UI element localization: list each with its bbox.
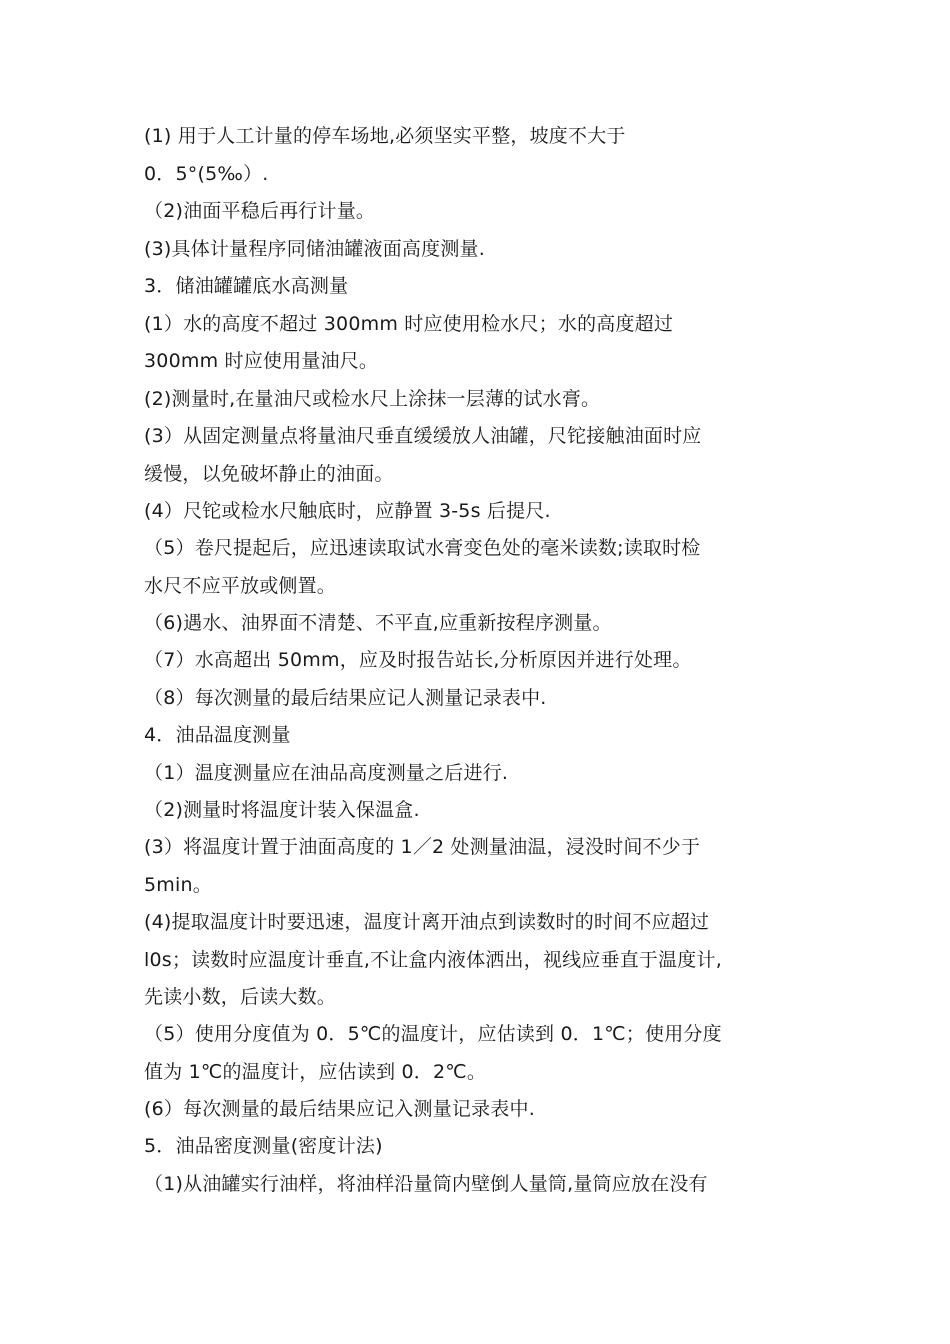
section-heading: 5．油品密度测量(密度计法) [144, 1135, 383, 1157]
text-line: （1）温度测量应在油品高度测量之后进行. [144, 762, 509, 784]
text-line: (6）每次测量的最后结果应记入测量记录表中. [144, 1098, 535, 1120]
text-line: 0．5°(5‰）. [144, 163, 269, 185]
text-line: 值为 1℃的温度计，应估读到 0．2℃。 [144, 1061, 487, 1083]
text-line: l0s；读数时应温度计垂直,不让盒内液体洒出，视线应垂直于温度计, [144, 949, 722, 971]
text-line: (3）从固定测量点将量油尺垂直缓缓放人油罐，尺铊接触油面时应 [144, 425, 702, 447]
text-line: (1) 用于人工计量的停车场地,必须坚实平整，坡度不大于 [144, 125, 626, 147]
text-line: 缓慢，以免破坏静止的油面。 [144, 463, 394, 485]
section-heading: 3．储油罐罐底水高测量 [144, 275, 349, 297]
text-line: (3）将温度计置于油面高度的 1／2 处测量油温，浸没时间不少于 [144, 836, 701, 858]
text-line: (1）水的高度不超过 300mm 时应使用检水尺；水的高度超过 [144, 313, 674, 335]
text-line: （6)遇水、油界面不清楚、不平直,应重新按程序测量。 [144, 612, 612, 634]
text-line: （2)测量时将温度计装入保温盒. [144, 799, 420, 821]
text-line: （1)从油罐实行油样，将油样沿量筒内壁倒人量筒,量筒应放在没有 [144, 1173, 708, 1195]
text-line: 水尺不应平放或侧置。 [144, 575, 337, 597]
section-heading: 4．油品温度测量 [144, 724, 291, 746]
text-line: (4)提取温度计时要迅速，温度计离开油点到读数时的时间不应超过 [144, 911, 710, 933]
text-line: (3)具体计量程序同储油罐液面高度测量. [144, 238, 485, 260]
text-line: （8）每次测量的最后结果应记人测量记录表中. [144, 687, 547, 709]
text-line: （5）卷尺提起后，应迅速读取试水膏变色处的毫米读数;读取时检 [144, 537, 701, 559]
text-line: 300mm 时应使用量油尺。 [144, 350, 379, 372]
text-line: (2)测量时,在量油尺或检水尺上涂抹一层薄的试水膏。 [144, 388, 601, 410]
text-line: (4）尺铊或检水尺触底时，应静置 3-5s 后提尺. [144, 500, 551, 522]
text-line: 先读小数，后读大数。 [144, 986, 337, 1008]
text-line: （5）使用分度值为 0．5℃的温度计，应估读到 0．1℃；使用分度 [144, 1023, 722, 1045]
text-line: （7）水高超出 50mm，应及时报告站长,分析原因并进行处理。 [144, 649, 692, 671]
text-line: （2)油面平稳后再行计量。 [144, 200, 376, 222]
text-line: 5min。 [144, 874, 212, 896]
